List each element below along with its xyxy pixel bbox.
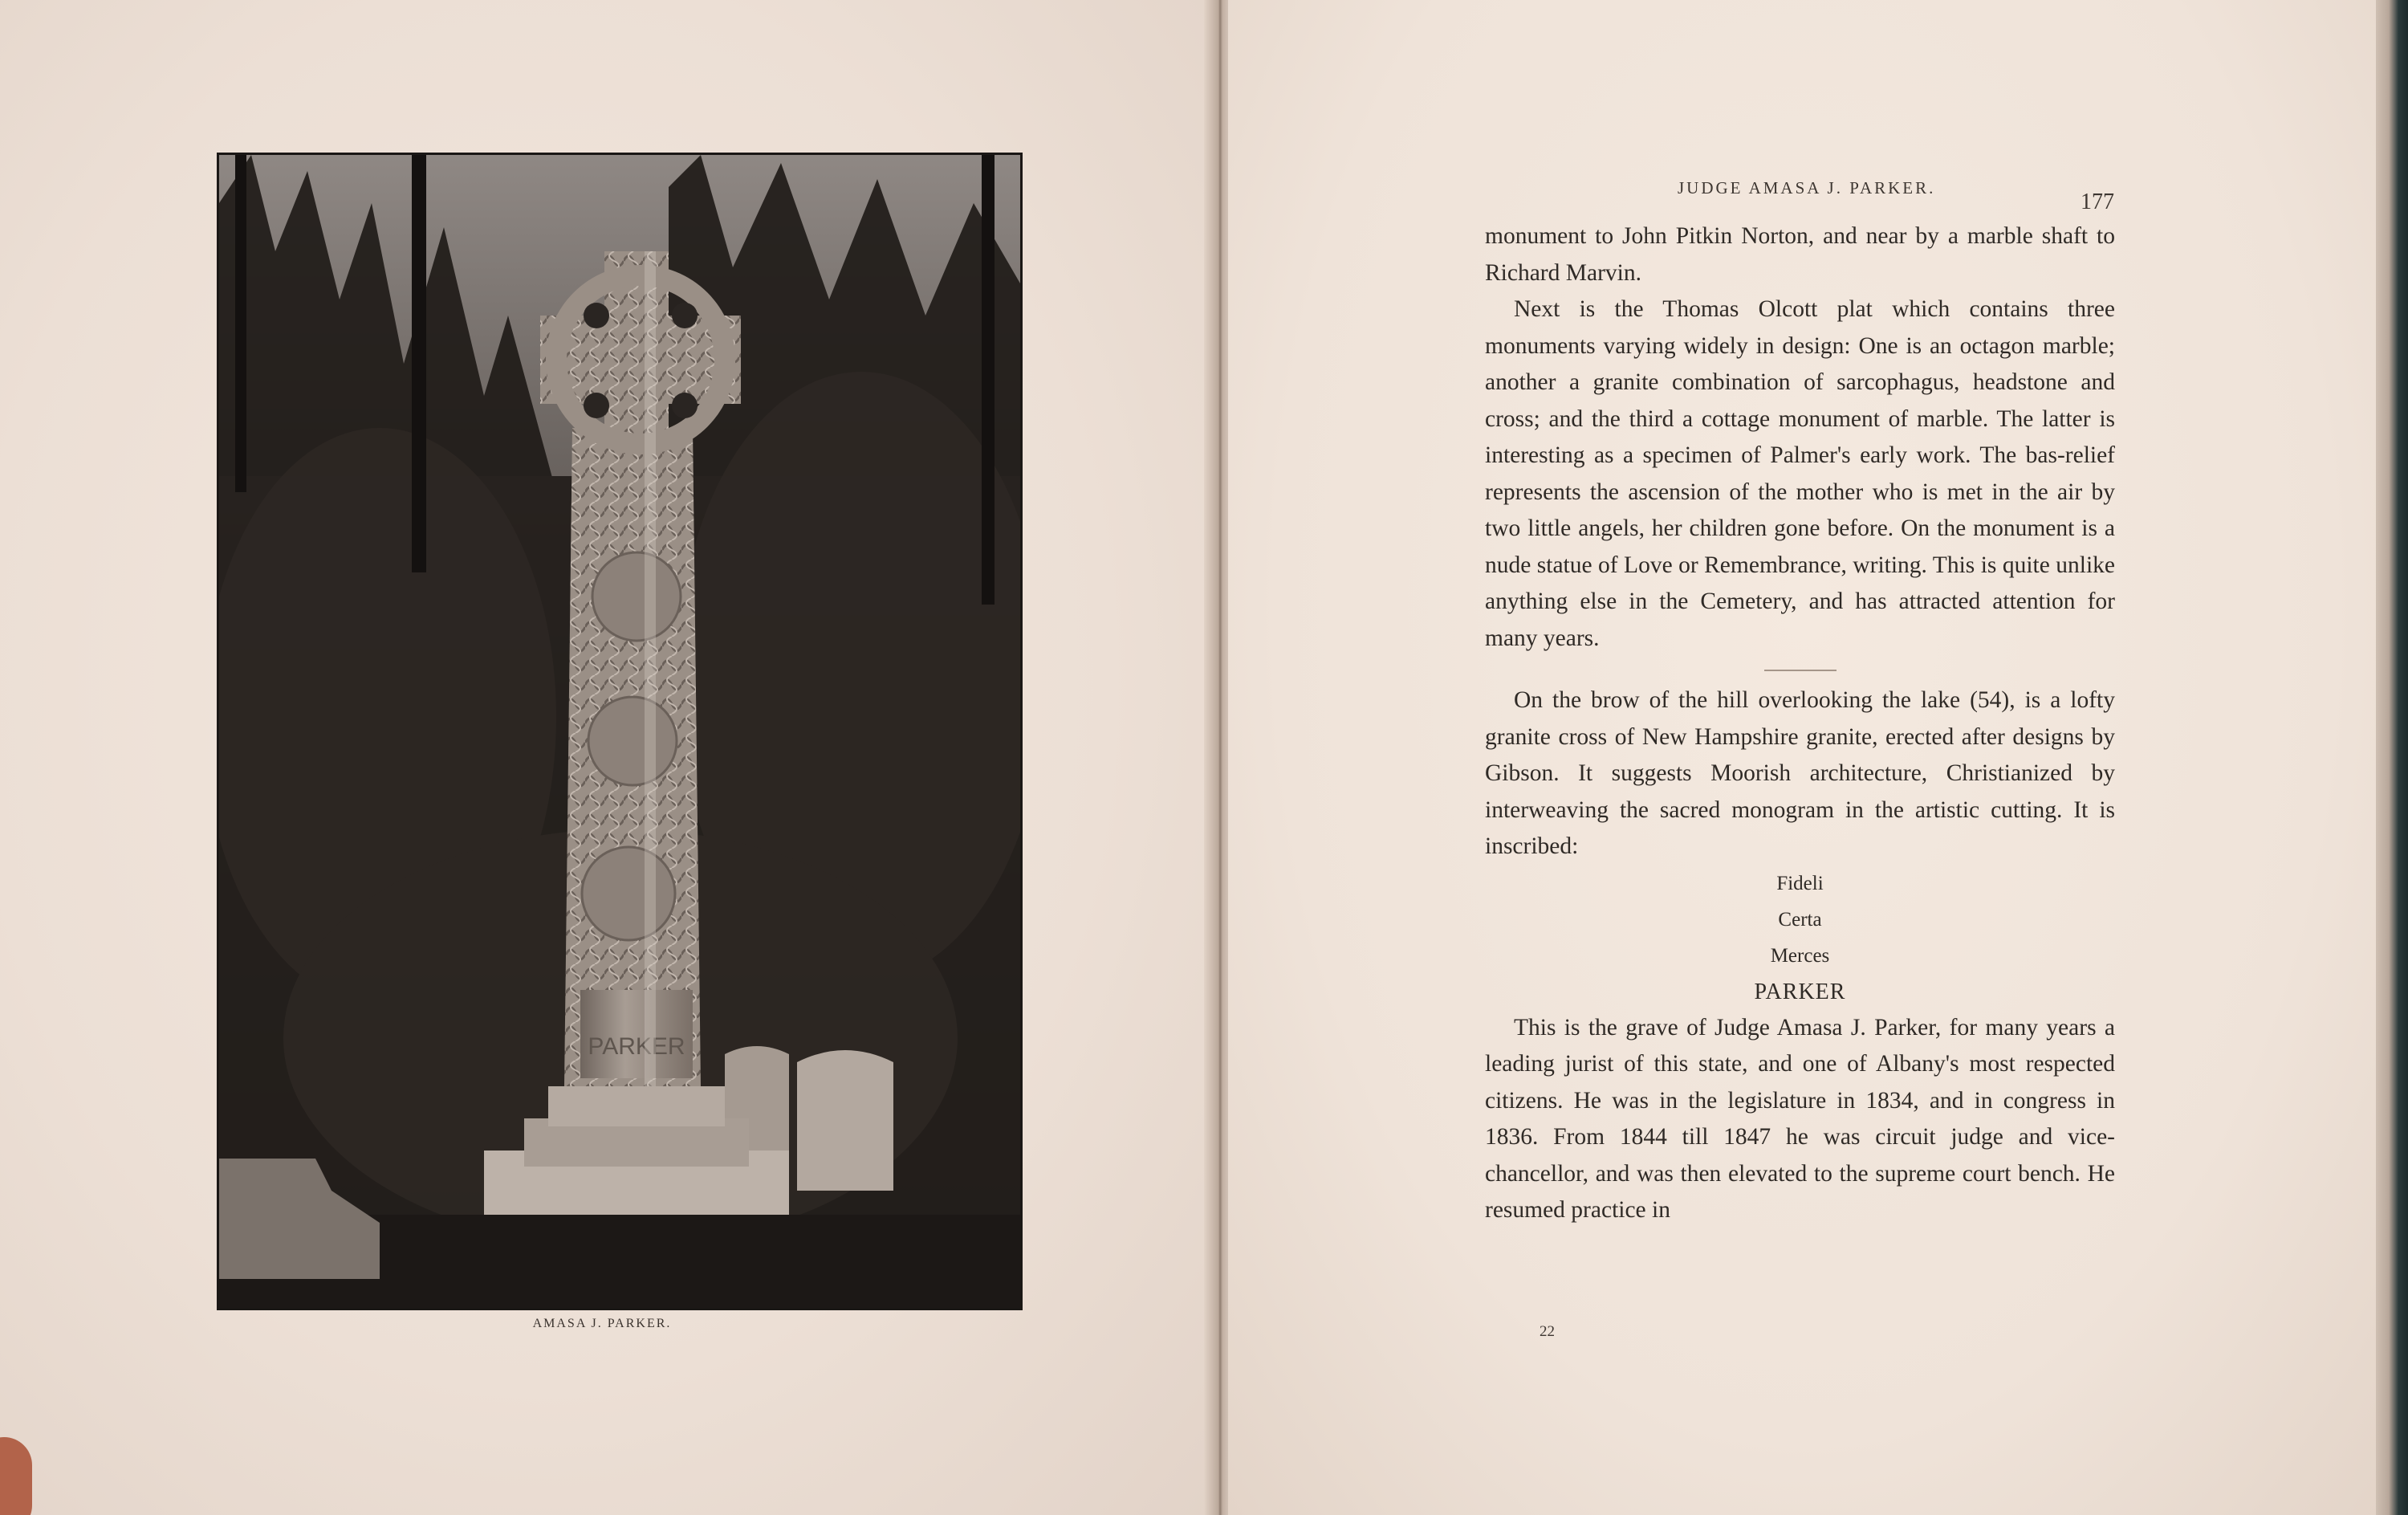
paragraph: Next is the Thomas Olcott plat which contains three monuments varying widely in design: One is an octagon marble; another a granite combination of sarcophagus, headstone and cross; and the third a cottage monument of marble. The latter is interesting as a specimen of Palmer's early work. The bas-relief represents the ascension of the mother who is met in the air by two little angels, her children gone before. On the monument is a nude statue of Love or Remembrance, writing. This is quite unlike anything else in the Cemetery, and has attracted attention for many years. [1485,296,2115,651]
photograph-celtic-cross-monument [217,153,1023,1310]
page-body-text [1485,218,2115,1229]
inscription-line: Merces [1770,944,1830,967]
thumb [0,1437,32,1515]
inscription-line: Certa [1778,908,1822,931]
inscription-line: Fideli [1776,872,1824,894]
svg-text:PARKER: PARKER [588,1033,685,1060]
section-divider [1764,670,1837,671]
plate-caption: AMASA J. PARKER. [532,1317,672,1330]
paragraph: monument to John Pitkin Norton, and near by a marble shaft to Richard Marvin. [1485,223,2115,286]
page-number: 177 [2081,189,2114,214]
inscription-name: PARKER [1754,979,1846,1004]
running-head: JUDGE AMASA J. PARKER. [1678,178,1936,198]
signature-mark: 22 [1540,1323,1555,1340]
paragraph: On the brow of the hill overlooking the lake (54), is a lofty granite cross of New Hampshire granite, erected after designs by Gibson. It suggests Moorish architecture, Christianized by interweaving the sacred monogram in the artistic cutting. It is inscribed: [1485,687,2115,859]
book-cover-edge [2376,0,2408,1515]
inscription [1485,865,2115,1010]
paragraph: This is the grave of Judge Amasa J. Parker, for many years a leading jurist of this state, and one of Albany's most respected citizens. He was in the legislature in 1834, and in congress in 1836. From 1844 till 1847 he was circuit judge and vice-chancellor, and was then elevated to the supreme court bench. He resumed practice in [1485,1014,2115,1223]
